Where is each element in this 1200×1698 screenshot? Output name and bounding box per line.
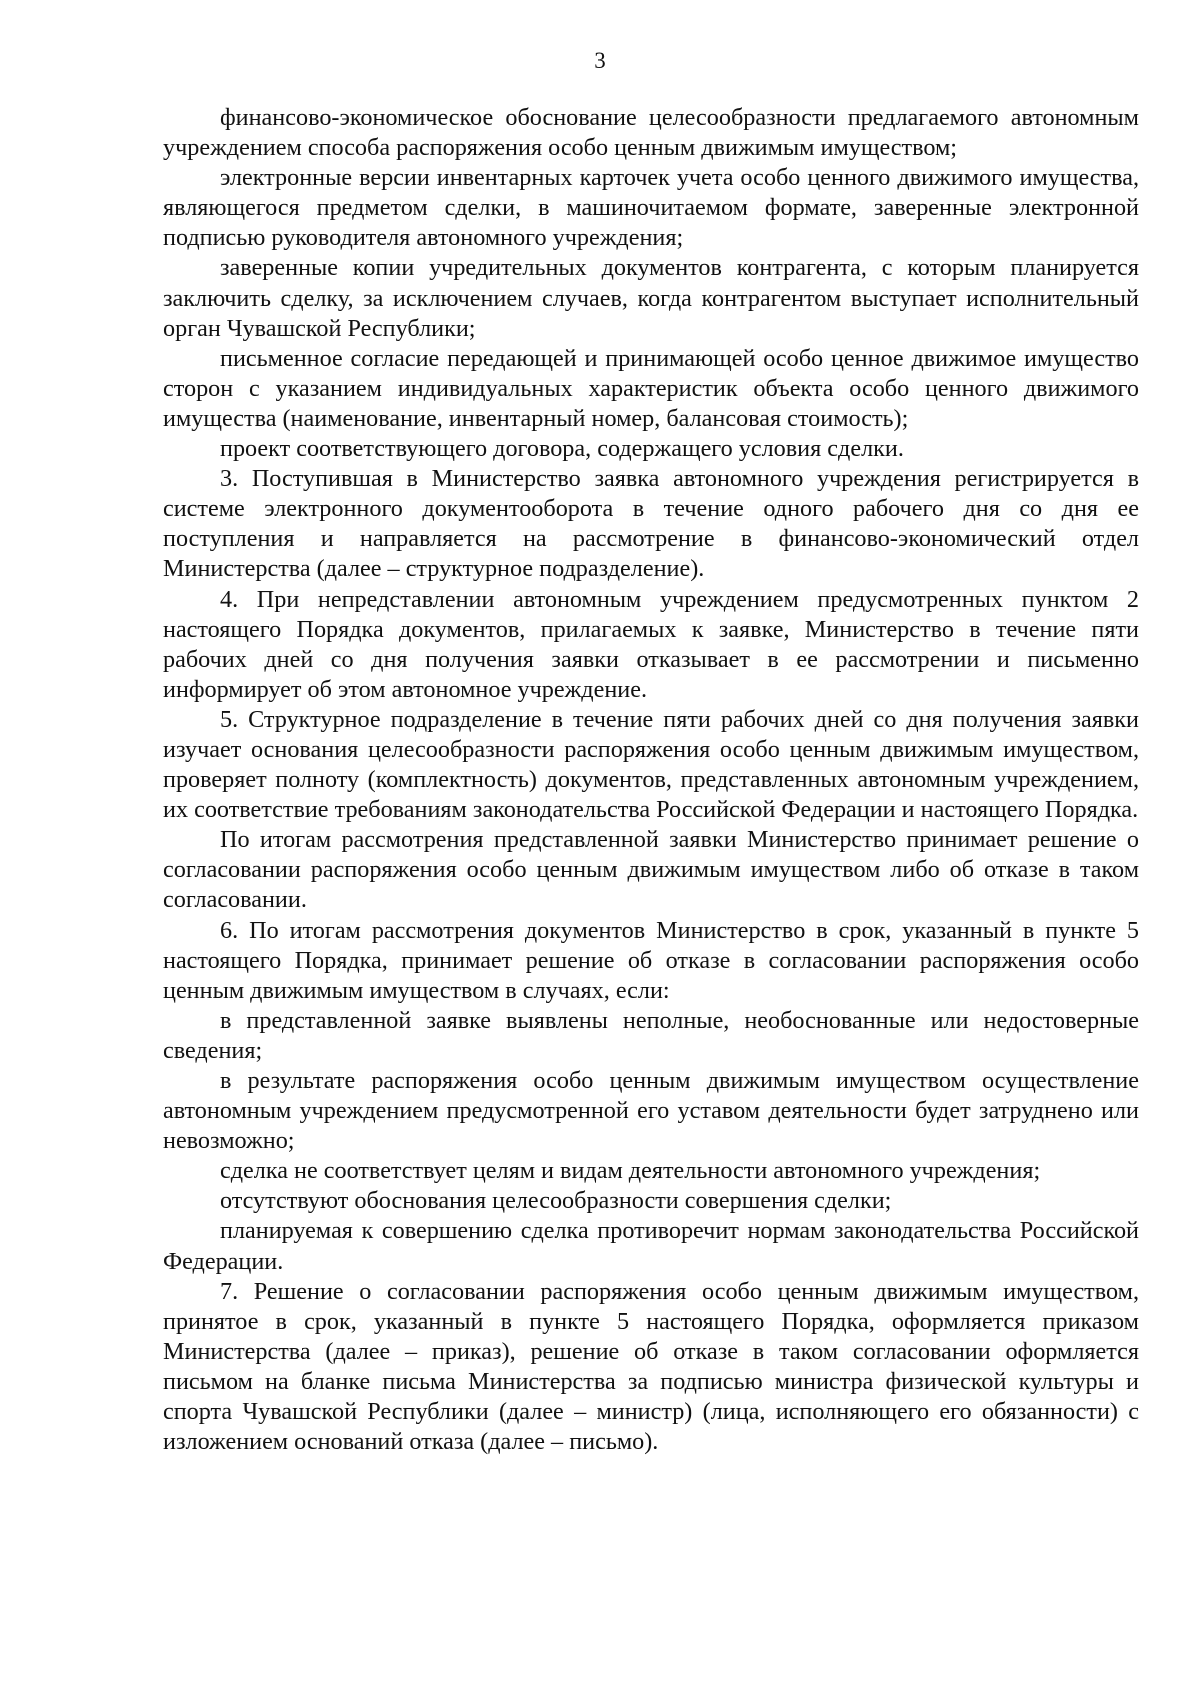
paragraph: 7. Решение о согласовании распоряжения особо ценным движимым имуществом, принятое в срок, указанный в пункте 5 настоящего Порядка, оформляется приказом Министерства (далее – приказ), решение об отказе в таком согласовании оформляется письмом на бланке письма Министерства за подписью министра физической культуры и спорта Чувашской Республики (далее – министр) (лица, исполняющего его обязанности) с изложением оснований отказа (далее – письмо). xyxy=(163,1277,1139,1456)
paragraph: планируемая к совершению сделка противоречит нормам законодательства Российской Федерации. xyxy=(163,1217,1139,1275)
paragraph: По итогам рассмотрения представленной заявки Министерство принимает решение о согласовании распоряжения особо ценным движимым имуществом либо об отказе в таком согласовании. xyxy=(163,826,1139,914)
page-number: 3 xyxy=(594,48,606,73)
paragraph: сделка не соответствует целям и видам деятельности автономного учреждения; xyxy=(220,1157,1041,1185)
paragraph: в представленной заявке выявлены неполные, необоснованные или недостоверные сведения; xyxy=(163,1006,1139,1064)
paragraph: письменное согласие передающей и принимающей особо ценное движимое имущество сторон с указанием индивидуальных характеристик объекта особо ценного движимого имущества (наименование, инвентарный номер, балансовая стоимость); xyxy=(163,344,1139,432)
paragraph: отсутствуют обоснования целесообразности совершения сделки; xyxy=(220,1187,892,1215)
paragraph: 5. Структурное подразделение в течение пяти рабочих дней со дня получения заявки изучает основания целесообразности распоряжения особо ценным движимым имуществом, проверяет полноту (комплектность) документов, представленных автономным учреждением, их соответствие требованиям законодательства Российской Федерации и настоящего Порядка. xyxy=(163,705,1139,824)
document-body xyxy=(163,103,1139,1457)
paragraph: в результате распоряжения особо ценным движимым имуществом осуществление автономным учреждением предусмотренной его уставом деятельности будет затруднено или невозможно; xyxy=(163,1067,1139,1155)
paragraph: 3. Поступившая в Министерство заявка автономного учреждения регистрируется в системе электронного документооборота в течение одного рабочего дня со дня ее поступления и направляется на рассмотрение в финансово-экономический отдел Министерства (далее – структурное подразделение). xyxy=(163,465,1139,583)
paragraph: проект соответствующего договора, содержащего условия сделки. xyxy=(220,435,904,463)
paragraph: электронные версии инвентарных карточек учета особо ценного движимого имущества, являющегося предметом сделки, в машиночитаемом формате, заверенные электронной подписью руководителя автономного учреждения; xyxy=(163,164,1139,252)
paragraph: финансово-экономическое обоснование целесообразности предлагаемого автономным учреждением способа распоряжения особо ценным движимым имуществом; xyxy=(163,104,1139,162)
paragraph: 6. По итогам рассмотрения документов Министерство в срок, указанный в пункте 5 настоящего Порядка, принимает решение об отказе в согласовании распоряжения особо ценным движимым имуществом в случаях, если: xyxy=(163,916,1139,1004)
paragraph: заверенные копии учредительных документов контрагента, с которым планируется заключить сделку, за исключением случаев, когда контрагентом выступает исполнительный орган Чувашской Республики; xyxy=(163,254,1139,342)
paragraph: 4. При непредставлении автономным учреждением предусмотренных пунктом 2 настоящего Порядка документов, прилагаемых к заявке, Министерство в течение пяти рабочих дней со дня получения заявки отказывает в ее рассмотрении и письменно информирует об этом автономное учреждение. xyxy=(163,585,1139,703)
